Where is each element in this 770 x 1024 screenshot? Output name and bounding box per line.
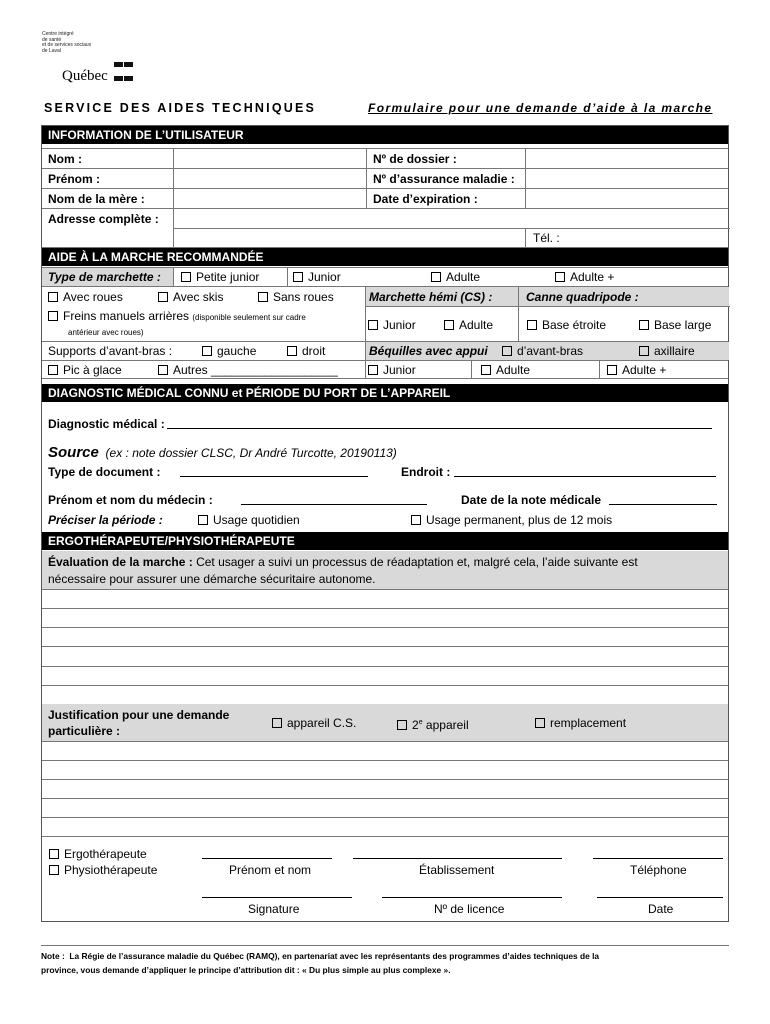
document-type-label: Type de document : [48,465,161,479]
checkbox-icon [48,311,58,321]
crutch-adulte-plus-option[interactable]: Adulte + [607,363,666,377]
replacement-option[interactable]: remplacement [535,716,626,730]
request-form [41,125,729,922]
checkbox-icon [49,865,59,875]
form-title: Formulaire pour une demande d’aide à la marche [368,101,713,115]
license-number-field[interactable] [382,897,562,898]
establishment-caption: Établissement [419,863,495,877]
evaluation-notes-field[interactable] [42,589,728,704]
checkbox-icon [49,849,59,859]
gait-evaluation-text: Évaluation de la marche : Cet usager a suivi un processus de réadaptation et, malgré cela, l’aide suivante est [48,555,638,569]
doctor-name-label: Prénom et nom du médecin : [48,493,213,507]
forearm-supports-label: Supports d’avant-bras : [48,344,173,358]
physiotherapist-option[interactable]: Physiothérapeute [49,863,157,877]
daily-use-option[interactable]: Usage quotidien [198,513,300,527]
date-caption: Date [648,902,674,916]
logo-line: de Laval [42,47,61,54]
hemi-junior-option[interactable]: Junior [368,318,416,332]
address-field[interactable] [174,209,729,247]
fleurdelise-flag-icon [114,56,136,84]
address-label: Adresse complète : [48,212,159,226]
checkbox-icon [158,292,168,302]
therapist-name-field[interactable] [202,858,332,859]
checkbox-icon [258,292,268,302]
checkbox-icon [158,365,168,375]
prenom-label: Prénom : [48,172,101,186]
section-diagnosis-header: DIAGNOSTIC MÉDICAL CONNU et PÉRIODE DU PORT DE L’APPAREIL [42,384,728,402]
logo-line: Centre intégré [42,31,74,37]
medical-note-date-field[interactable] [609,504,717,505]
checkbox-icon [368,365,378,375]
avant-bras-option[interactable]: d’avant-bras [502,344,583,358]
checkbox-icon [411,515,421,525]
location-field[interactable] [454,476,716,477]
license-number-caption: Nº de licence [434,902,505,916]
freins-note: antérieur avec roues) [68,328,144,337]
checkbox-icon [272,718,282,728]
date-field[interactable] [597,897,723,898]
therapist-phone-field[interactable] [593,858,723,859]
checkbox-icon [607,365,617,375]
file-number-field[interactable] [526,149,729,168]
diagnosis-field[interactable] [167,428,712,429]
logo-quebec-wordmark: Québec [62,68,108,84]
checkbox-icon [431,272,441,282]
crutch-junior-option[interactable]: Junior [368,363,416,377]
logo-line: et de services sociaux [42,42,92,48]
checkbox-icon [48,292,58,302]
checkbox-icon [502,346,512,356]
crutch-adulte-option[interactable]: Adulte [481,363,530,377]
checkbox-icon [527,320,537,330]
checkbox-icon [555,272,565,282]
signature-field[interactable] [202,897,352,898]
gauche-option[interactable]: gauche [202,344,256,358]
gait-evaluation-text-continued: nécessaire pour assurer une démarche sécuritaire autonome. [48,572,376,586]
justification-label-continued: particulière : [48,724,121,738]
mother-name-field[interactable] [174,189,365,208]
checkbox-icon [481,365,491,375]
crutches-label: Béquilles avec appui [369,344,488,358]
diagnosis-label: Diagnostic médical : [48,417,165,431]
health-insurance-field[interactable] [526,169,729,188]
section-user-info-header: INFORMATION DE L’UTILISATEUR [42,126,728,144]
checkbox-icon [639,346,649,356]
avec-skis-option[interactable]: Avec skis [158,290,223,304]
checkbox-icon [444,320,454,330]
avec-roues-option[interactable]: Avec roues [48,290,123,304]
footnote-divider [41,945,729,946]
pic-a-glace-option[interactable]: Pic à glace [48,363,122,377]
checkbox-icon [287,346,297,356]
walker-type-label: Type de marchette : [48,270,161,284]
nom-label: Nom : [48,152,82,166]
appareil-cs-option[interactable]: appareil C.S. [272,716,356,730]
sans-roues-option[interactable]: Sans roues [258,290,334,304]
checkbox-icon [181,272,191,282]
petite-junior-option[interactable]: Petite junior [181,270,259,284]
logo-line: de santé [42,36,62,43]
justification-notes-field[interactable] [42,741,728,836]
prenom-field[interactable] [174,169,365,188]
nom-field[interactable] [174,149,365,168]
source-line: Source (ex : note dossier CLSC, Dr André Turcotte, 20190113) [48,444,397,461]
ergotherapist-option[interactable]: Ergothérapeute [49,847,147,861]
footnote: Note : La Régie de l’assurance maladie du Québec (RAMQ), en partenariat avec les représentants des programmes d’aides techniques de la province, vous demande d’appliquer le principe d’attribution dit : « Du plus simple au plus complexe ». [41,951,600,975]
freins-option[interactable]: Freins manuels arrières (disponible seulement sur cadre [48,309,306,325]
permanent-use-option[interactable]: Usage permanent, plus de 12 mois [411,513,612,527]
section-therapist-header: ERGOTHÉRAPEUTE/PHYSIOTHÉRAPEUTE [42,532,728,550]
signature-caption: Signature [248,902,300,916]
phone-label: Tél. : [533,231,560,245]
service-title: SERVICE DES AIDES TECHNIQUES [44,101,317,115]
name-caption: Prénom et nom [229,863,312,877]
location-label: Endroit : [401,465,451,479]
checkbox-icon [202,346,212,356]
quad-cane-label: Canne quadripode : [526,290,639,304]
doctor-name-field[interactable] [241,504,427,505]
health-insurance-label: Nº d’assurance maladie : [373,172,515,186]
organization-logo [42,32,136,85]
expiration-date-field[interactable] [526,189,729,208]
base-large-option[interactable]: Base large [639,318,711,332]
droit-option[interactable]: droit [287,344,325,358]
file-number-label: Nº de dossier : [373,152,457,166]
hemi-adulte-option[interactable]: Adulte [444,318,493,332]
hemi-walker-label: Marchette hémi (CS) : [369,290,493,304]
checkbox-icon [397,720,407,730]
medical-note-date-label: Date de la note médicale [461,493,602,507]
period-label: Préciser la période : [48,513,163,527]
second-device-option[interactable]: 2e appareil [397,716,469,732]
checkbox-icon [48,365,58,375]
checkbox-icon [535,718,545,728]
checkbox-icon [368,320,378,330]
adulte-option[interactable]: Adulte [431,270,480,284]
phone-caption: Téléphone [630,863,687,877]
axillaire-option[interactable]: axillaire [639,344,695,358]
expiration-date-label: Date d’expiration : [373,192,478,206]
establishment-field[interactable] [353,858,562,859]
junior-option[interactable]: Junior [293,270,341,284]
section-walking-aid-header: AIDE À LA MARCHE RECOMMANDÉE [42,248,728,266]
base-etroite-option[interactable]: Base étroite [527,318,606,332]
checkbox-icon [639,320,649,330]
checkbox-icon [198,515,208,525]
checkbox-icon [293,272,303,282]
justification-label: Justification pour une demande [48,708,230,722]
document-type-field[interactable] [180,476,368,477]
mother-name-label: Nom de la mère : [48,192,145,206]
autres-option[interactable]: Autres ___________________ [158,363,338,377]
adulte-plus-option[interactable]: Adulte + [555,270,614,284]
